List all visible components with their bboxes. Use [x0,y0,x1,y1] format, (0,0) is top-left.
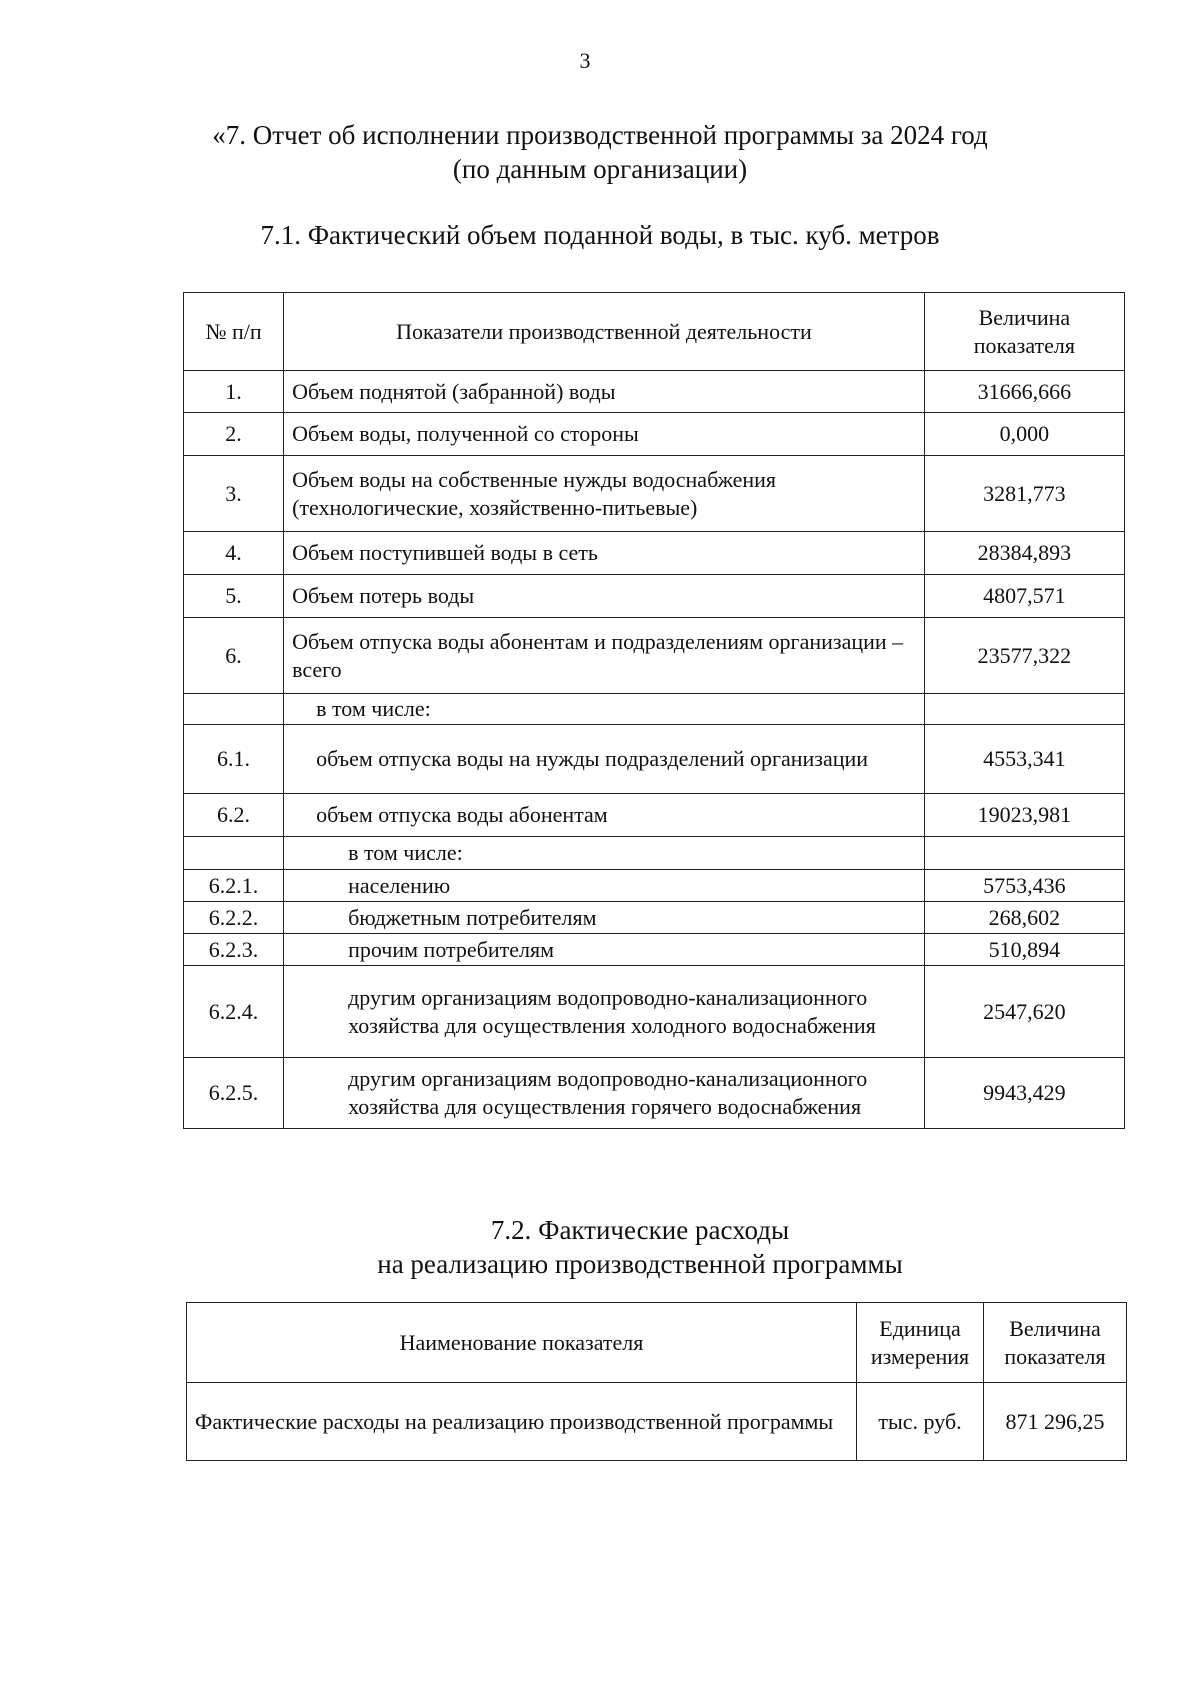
row-value: 3281,773 [924,456,1124,532]
row-label: в том числе: [284,694,925,725]
header-indicator: Показатели производственной деятельности [284,293,925,371]
row-num: 6. [184,618,284,694]
water-volume-table [183,292,1125,1129]
header-name: Наименование показателя [187,1303,857,1383]
row-label: объем отпуска воды на нужды подразделений организации [284,725,925,794]
row-value: 0,000 [924,413,1124,456]
row-num: 6.1. [184,725,284,794]
table-row [184,413,1125,456]
row-num: 6.2.4. [184,966,284,1058]
row-unit: тыс. руб. [857,1383,984,1461]
row-label: Объем воды на собственные нужды водоснабжения (технологические, хозяйственно-питьевые) [284,456,925,532]
table-row [184,532,1125,575]
table-header-row [187,1303,1127,1383]
header-value: Величина показателя [984,1303,1127,1383]
header-unit: Единица измерения [857,1303,984,1383]
row-num [184,694,284,725]
row-label: объем отпуска воды абонентам [284,794,925,837]
table-row [184,966,1125,1058]
row-value: 510,894 [924,934,1124,966]
table-header-row [184,293,1125,371]
row-value: 4807,571 [924,575,1124,618]
row-num: 6.2.1. [184,870,284,902]
row-label: другим организациям водопроводно-канализационного хозяйства для осуществления горячего водоснабжения [284,1058,925,1129]
row-num: 2. [184,413,284,456]
row-num: 5. [184,575,284,618]
row-value: 28384,893 [924,532,1124,575]
expenses-table [186,1302,1127,1461]
row-value: 31666,666 [924,371,1124,413]
row-label: Объем поступившей воды в сеть [284,532,925,575]
table-row [184,934,1125,966]
table-row [184,371,1125,413]
row-label: другим организациям водопроводно-канализационного хозяйства для осуществления холодного водоснабжения [284,966,925,1058]
row-label: Фактические расходы на реализацию производственной программы [187,1383,857,1461]
row-value [924,837,1124,870]
section1-heading: 7.1. Фактический объем поданной воды, в тыс. куб. метров [260,220,940,250]
header-value: Величина показателя [924,293,1124,371]
row-value: 871 296,25 [984,1383,1127,1461]
row-num: 6.2.5. [184,1058,284,1129]
row-value: 2547,620 [924,966,1124,1058]
row-value: 5753,436 [924,870,1124,902]
section2-heading-line1: 7.2. Фактические расходы [490,1215,790,1245]
table-row [184,794,1125,837]
table-row [184,694,1125,725]
table-row [184,902,1125,934]
page-number: 3 [579,48,591,73]
table-row [184,725,1125,794]
row-value: 19023,981 [924,794,1124,837]
report-title-line1: «7. Отчет об исполнении производственной программы за 2024 год [212,120,988,150]
report-title-line2: (по данным организации) [452,154,748,184]
row-num: 6.2.2. [184,902,284,934]
table-row [184,837,1125,870]
report-title [0,118,1200,186]
header-num: № п/п [184,293,284,371]
section2-heading [0,1213,1200,1281]
row-value: 23577,322 [924,618,1124,694]
row-num [184,837,284,870]
table-row [184,1058,1125,1129]
row-label: Объем отпуска воды абонентам и подразделениям организации – всего [284,618,925,694]
row-value: 268,602 [924,902,1124,934]
section2-heading-line2: на реализацию производственной программы [377,1249,903,1279]
row-value: 4553,341 [924,725,1124,794]
row-value [924,694,1124,725]
table-row [187,1383,1127,1461]
row-label: Объем воды, полученной со стороны [284,413,925,456]
row-label: в том числе: [284,837,925,870]
row-num: 6.2.3. [184,934,284,966]
row-label: Объем потерь воды [284,575,925,618]
row-label: Объем поднятой (забранной) воды [284,371,925,413]
table-row [184,456,1125,532]
row-num: 6.2. [184,794,284,837]
row-label: бюджетным потребителям [284,902,925,934]
table-row [184,575,1125,618]
table-row [184,870,1125,902]
table-row [184,618,1125,694]
row-label: населению [284,870,925,902]
row-value: 9943,429 [924,1058,1124,1129]
row-label: прочим потребителям [284,934,925,966]
row-num: 3. [184,456,284,532]
row-num: 1. [184,371,284,413]
row-num: 4. [184,532,284,575]
